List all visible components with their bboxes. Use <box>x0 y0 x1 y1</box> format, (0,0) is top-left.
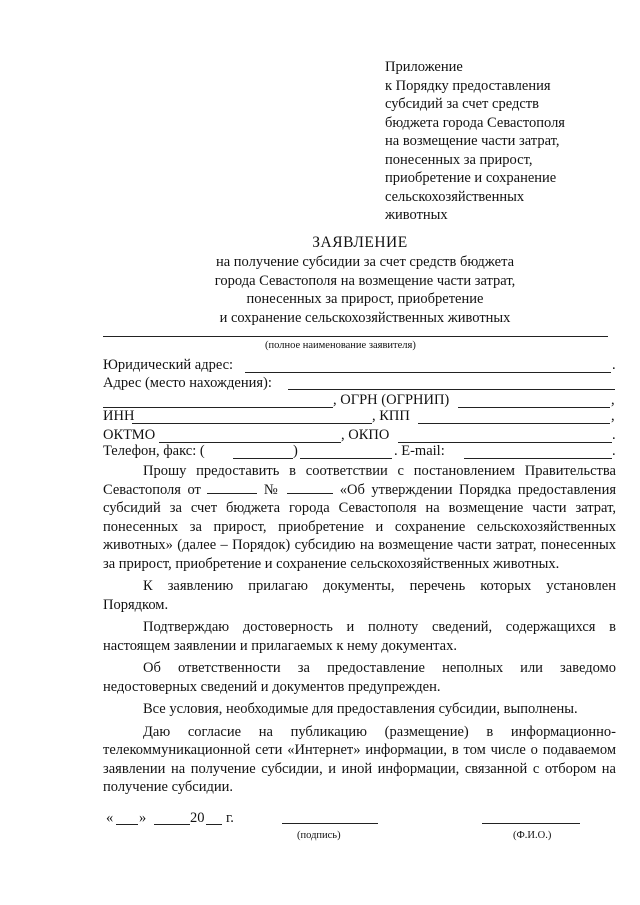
date-year-field[interactable] <box>206 824 222 825</box>
inn-field[interactable] <box>132 423 372 424</box>
punctuation-period: . <box>612 443 616 459</box>
punctuation-period: . <box>612 427 616 443</box>
applicant-name-field[interactable] <box>103 336 608 337</box>
phone-close-bracket: ) <box>293 443 298 459</box>
request-text-start: Прошу предоставить в соответствии с постановлением Правительства Севастополя от <box>103 463 616 498</box>
inn-label: ИНН <box>103 408 135 424</box>
documents-paragraph: К заявлению прилагаю документы, перечень которых установлен Порядком. <box>103 578 616 613</box>
application-body <box>103 462 616 801</box>
ogrn-label: , ОГРН (ОГРНИП) <box>333 392 450 408</box>
conditions-paragraph: Все условия, необходимые для предоставления субсидии, выполнены. <box>143 701 578 717</box>
annex-header <box>385 58 625 225</box>
annex-line: понесенных за прирост, <box>385 151 533 168</box>
punctuation-period: . <box>612 357 616 373</box>
punctuation-comma: , <box>611 392 615 408</box>
phone-label: Телефон, факс: ( <box>103 443 205 459</box>
date-close-quote: » <box>139 810 147 826</box>
subtitle-line: на получение субсидии за счет средств бюджета <box>215 254 515 270</box>
annex-line: к Порядку предоставления <box>385 77 551 94</box>
annex-line: бюджета города Севастополя <box>385 114 565 131</box>
request-text-end: «Об утверждении Порядка предоставления субсидий за счет бюджета города Севастополя на возмещение части затрат, понесенных за прирост, приобретение и сохранение сельскохозяйственных животных» (далее – Порядок) субсидию на возмещение части затрат, понесенных за прирост, приобретение и сохранение сельскохозяйственных животных. <box>103 481 616 572</box>
responsibility-paragraph: Об ответственности за предоставление неполных или заведомо недостоверных сведений и документов предупрежден. <box>103 660 616 695</box>
location-address-continuation-field[interactable] <box>103 407 333 408</box>
resolution-number-sign: № <box>263 481 281 498</box>
full-name-caption: (Ф.И.О.) <box>513 830 552 841</box>
subtitle-line: и сохранение сельскохозяйственных животных <box>219 309 511 326</box>
date-day-field[interactable] <box>116 824 138 825</box>
okpo-label: , ОКПО <box>341 427 390 443</box>
applicant-name-caption: (полное наименование заявителя) <box>265 340 416 351</box>
annex-line: на возмещение части затрат, <box>385 133 560 149</box>
consent-paragraph: Даю согласие на публикацию (размещение) в информационно-телекоммуникационной сети «Интернет» информации, в том числе о подаваемом заявлении на получение субсидии, и иной информации, связанной с отбором на получение субсидии. <box>103 723 616 795</box>
ogrn-field[interactable] <box>458 407 610 408</box>
oktmo-label: ОКТМО <box>103 427 156 443</box>
annex-line: Приложение <box>385 59 463 75</box>
date-year-prefix: 20 <box>190 810 205 826</box>
subtitle-line: города Севастополя на возмещение части затрат, <box>214 272 516 289</box>
legal-address-field[interactable] <box>245 372 611 373</box>
punctuation-comma: , <box>611 408 615 424</box>
resolution-number-field[interactable] <box>287 481 333 494</box>
annex-line: приобретение и сохранение <box>385 170 557 186</box>
location-address-label: Адрес (место нахождения): <box>103 375 272 391</box>
location-address-field[interactable] <box>288 389 615 390</box>
signature-caption: (подпись) <box>297 830 341 841</box>
email-field[interactable] <box>464 458 612 459</box>
phone-code-field[interactable] <box>233 458 293 459</box>
document-subtitle <box>150 253 580 327</box>
annex-line: сельскохозяйственных <box>385 188 525 205</box>
signature-field[interactable] <box>282 823 378 824</box>
document-title: ЗАЯВЛЕНИЕ <box>312 234 408 251</box>
date-open-quote: « <box>106 810 114 826</box>
phone-number-field[interactable] <box>300 458 392 459</box>
date-month-field[interactable] <box>154 824 190 825</box>
kpp-label: , КПП <box>372 408 410 424</box>
date-year-suffix: г. <box>226 810 234 826</box>
annex-line: субсидий за счет средств <box>385 96 539 112</box>
subtitle-line: понесенных за прирост, приобретение <box>246 291 484 307</box>
email-label: . E-mail: <box>394 443 445 459</box>
full-name-field[interactable] <box>482 823 580 824</box>
annex-line: животных <box>385 207 448 223</box>
resolution-date-field[interactable] <box>207 481 257 494</box>
confirmation-paragraph: Подтверждаю достоверность и полноту сведений, содержащихся в настоящем заявлении и прилагаемых к нему документах. <box>103 619 616 654</box>
request-paragraph <box>103 462 616 573</box>
legal-address-label: Юридический адрес: <box>103 357 234 373</box>
kpp-field[interactable] <box>418 423 610 424</box>
